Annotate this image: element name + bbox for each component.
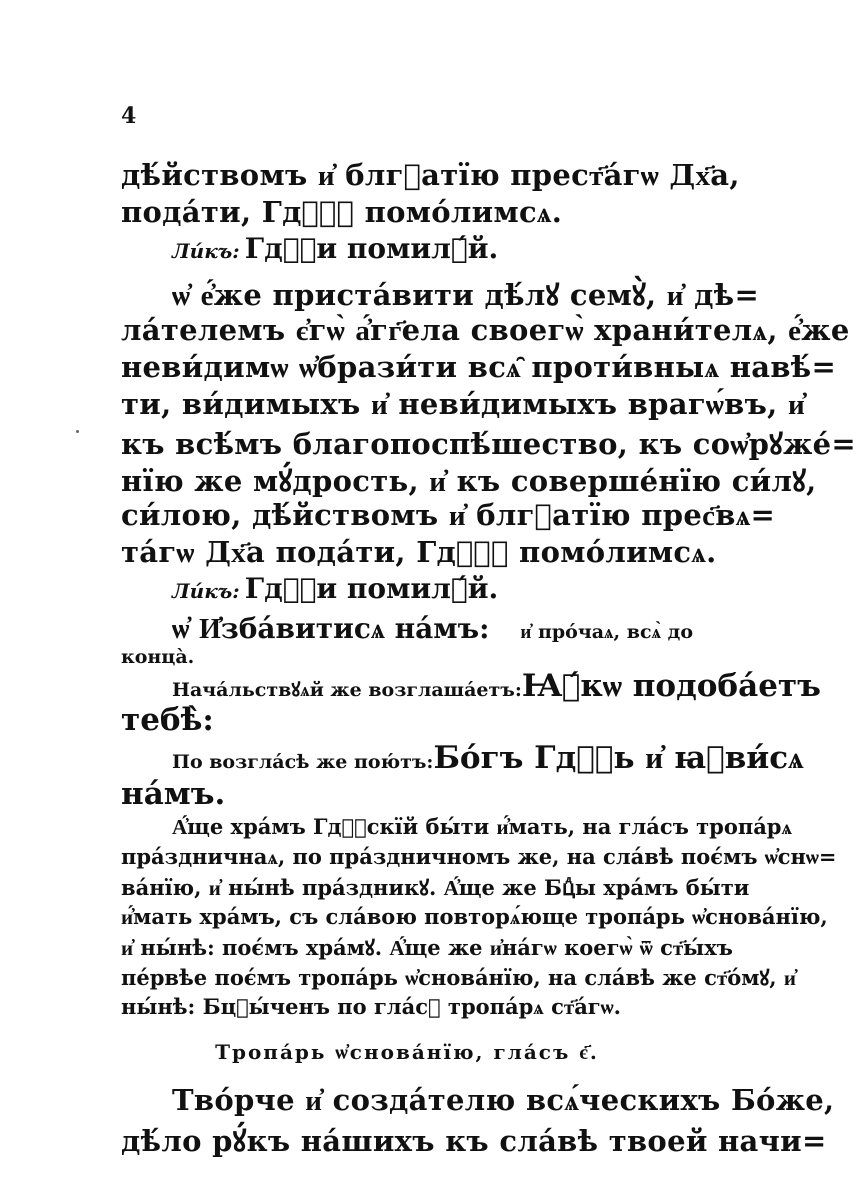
text-line: Тво́рче и҆ созда́телю всѧ́ческихъ Бо́же, [172,1083,835,1117]
text-line: та́гѡ Дх҃а пода́ти, Гдⷭ҇ꙋ помо́лимсѧ. [121,535,717,569]
ekphonesis-text: Ꙗ҆́кѡ подоба́етъ [521,668,821,704]
lik-response-text: Гдⷭ҇и помилꙋ́й. [244,572,499,605]
lik-label: Ли́къ: [172,239,240,263]
lik-response-text: Гдⷭ҇и помилꙋ́й. [244,232,499,265]
text-line: неви́димѡ ѡ҆брази́ти всѧ̑ проти́вныѧ навѣ́= [121,350,837,384]
text-line: нїю же мꙋ́дрость, и҆ къ соверше́нїю си́лꙋ, [121,464,817,498]
rubric-line: и҆́мать хра́мъ, съ сла́вою повторѧ́юще тропа́рь ѡ҆снова́нїю, [121,904,828,929]
bog-gospod-text: Бо́гъ Гдⷭ҇ь и҆ ꙗ҆ви́сѧ [433,740,804,776]
text-line: ѡ҆ е҆́же приста́вити дѣ́лꙋ семꙋ̀, и҆ дѣ= [172,278,760,312]
text-line: ти, ви́димыхъ и҆ неви́димыхъ врагѡ́въ, и҆ [121,387,805,421]
text-line: дѣ́йствомъ и҆ блгⷣатїю прест҃а́гѡ Дх҃а, [121,158,740,192]
choir-response [172,232,692,265]
rubric-line: пе́рвѣе поє́мъ тропа́рь ѡ҆снова́нїю, на сла́вѣ же ст҃о́мꙋ, и҆ [121,965,797,990]
bog-gospod-rubric: По возгла́сѣ же пою́тъ: [172,751,434,773]
text-line: къ всѣ́мъ благопоспѣ́шество, къ соѡ҆рꙋже́= [121,427,856,461]
izbavitisya-tail: и҆ про́чаѧ, всѧ̀ до [520,621,693,643]
choir-response [172,572,692,605]
ekphonesis-rubric: Нача́льствꙋѧй же возглаша́етъ: [172,679,522,701]
rubric-line: ва́нїю, и҆ ны́нѣ пра́здникꙋ. А҆́ще же Бцⷣы хра́мъ бы́ти [121,875,750,900]
rubric-line: А҆́ще хра́мъ Гдⷭ҇скїй бы́ти и҆́мать, на гла́съ тропа́рѧ [172,814,792,839]
text-line: тебѣ̀: [121,702,214,738]
rubric-line: ны́нѣ: Бцⷣы́ченъ по гла́сꙋ тропа́рѧ ст҃а́гѡ. [121,994,621,1019]
ekphonesis-line [172,668,821,704]
margin-speck [76,430,79,433]
text-line: дѣ́ло рꙋ́къ на́шихъ къ сла́вѣ твоей начи= [121,1124,827,1158]
text-line: ла́телемъ є҆гѡ̀ а҆́гг҃ела своегѡ̀ храни́телѧ, е҆́же [121,313,850,347]
text-line: пода́ти, Гдⷭ҇ꙋ помо́лимсѧ. [121,195,563,229]
page-number: 4 [121,103,137,129]
text-line: конца̀. [121,646,195,668]
izbavitisya-lead: ѡ҆ И҆зба́витисѧ на́мъ: [172,612,490,645]
lik-label: Ли́къ: [172,579,240,603]
bog-gospod-line [172,740,804,776]
text-line: си́лою, дѣ́йствомъ и҆ блгⷣатїю прес҃вѧ= [121,498,776,532]
text-line: на́мъ. [121,776,226,812]
izbavitisya-line [172,612,693,646]
rubric-line: пра́здничнаѧ, по пра́здничномъ же, на сла́вѣ поє́мъ ѡ҆снѡ= [121,844,837,869]
troparion-heading: Тропа́рь ѡ҆снова́нїю, гла́съ є҃. [215,1040,599,1064]
rubric-line: и҆ ны́нѣ: поє́мъ хра́мꙋ. А҆́ще же и҆на́гѡ коегѡ̀ ѿ ст҃ы́хъ [121,935,733,960]
